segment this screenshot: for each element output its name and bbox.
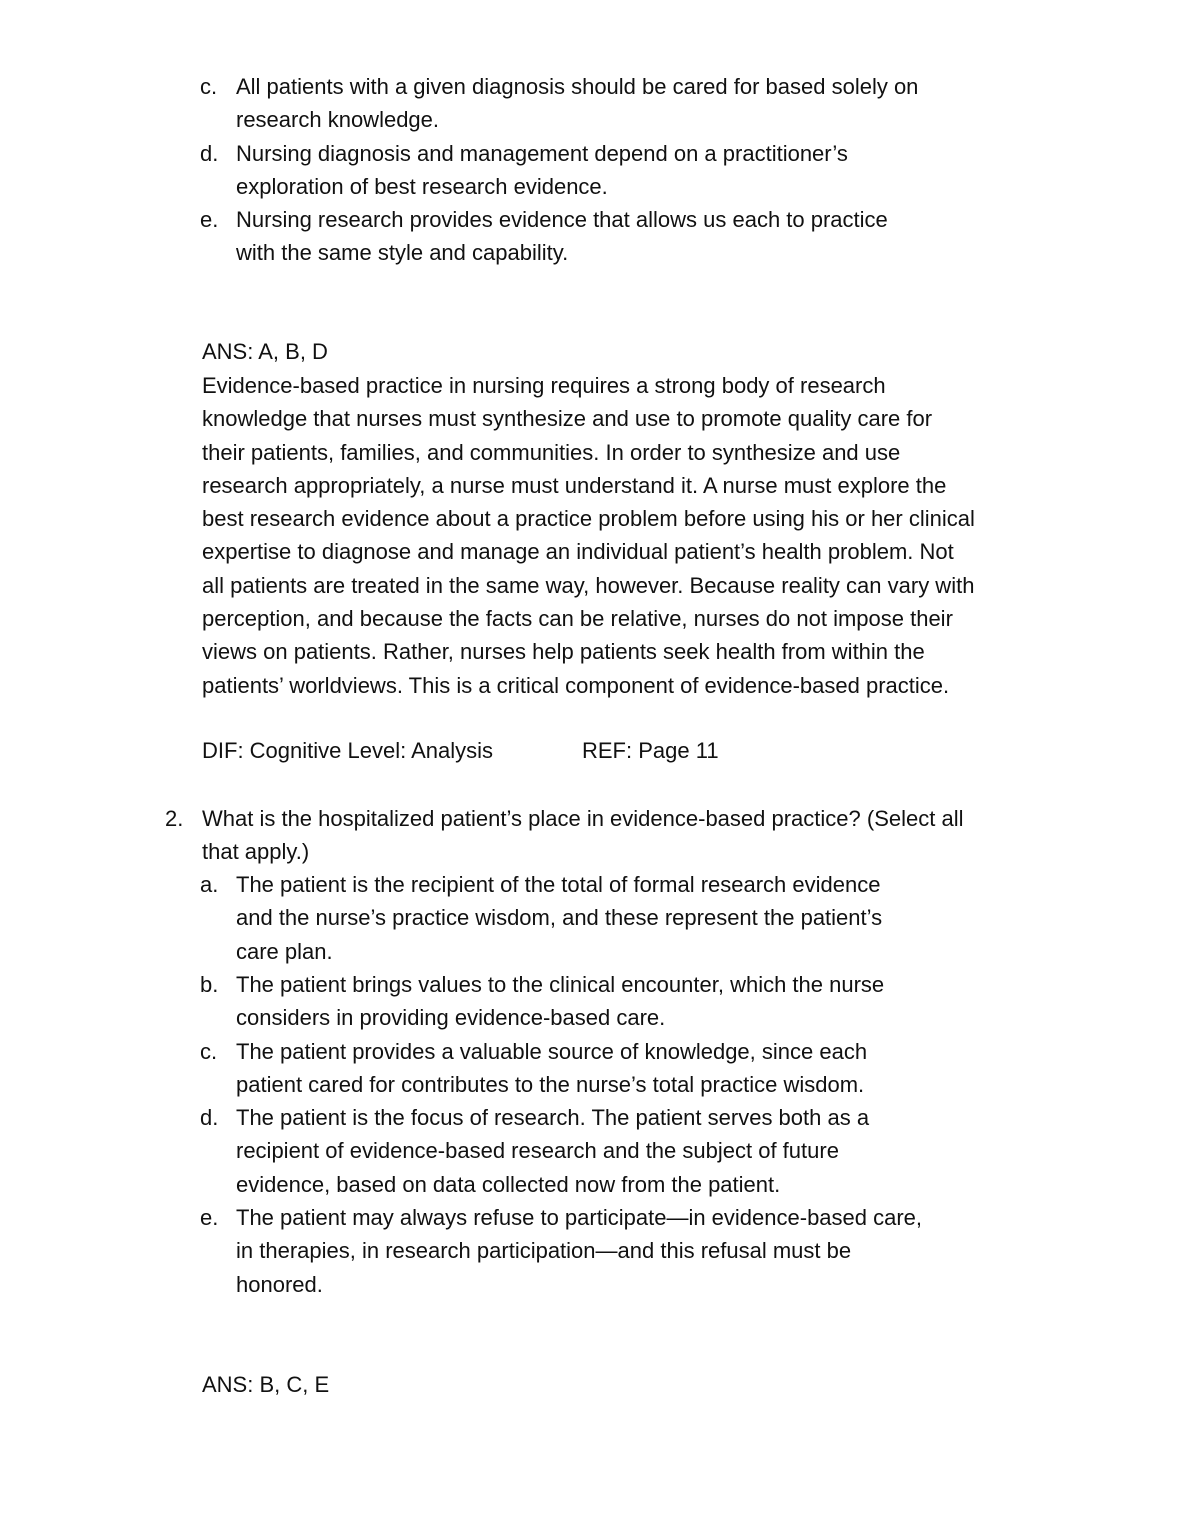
option-label: e. bbox=[200, 207, 219, 233]
q1-difficulty: DIF: Cognitive Level: Analysis bbox=[202, 738, 494, 763]
text-line: Nursing diagnosis and management depend on a practitioner’s bbox=[236, 140, 848, 166]
option-text bbox=[236, 1101, 869, 1201]
text-line: What is the hospitalized patient’s place in evidence-based practice? (Select all bbox=[202, 806, 964, 831]
text-line: care plan. bbox=[236, 938, 333, 964]
text-line: exploration of best research evidence. bbox=[236, 173, 608, 199]
text-line: all patients are treated in the same way, however. Because reality can vary with bbox=[202, 572, 975, 598]
option-text bbox=[236, 70, 918, 137]
text-line: views on patients. Rather, nurses help patients seek health from within the bbox=[202, 639, 925, 665]
text-line: considers in providing evidence-based care. bbox=[236, 1005, 666, 1031]
text-line: recipient of evidence-based research and the subject of future bbox=[236, 1138, 839, 1164]
text-line: best research evidence about a practice problem before using his or her clinical bbox=[202, 506, 975, 532]
text-line: The patient may always refuse to participate—in evidence-based care, bbox=[236, 1205, 923, 1230]
option-text bbox=[236, 868, 882, 968]
text-line: The patient provides a valuable source of knowledge, since each bbox=[236, 1038, 868, 1064]
text-line: All patients with a given diagnosis should be cared for based solely on bbox=[236, 74, 919, 99]
text-line: honored. bbox=[236, 1271, 323, 1297]
option-text bbox=[236, 137, 848, 204]
text-line: research knowledge. bbox=[236, 107, 440, 133]
option-label: c. bbox=[200, 74, 218, 99]
option-label: b. bbox=[200, 971, 219, 997]
text-line: Evidence-based practice in nursing requires a strong body of research bbox=[202, 373, 886, 398]
option-text bbox=[236, 1035, 867, 1102]
q1-answer: ANS: A, B, D bbox=[202, 339, 328, 364]
option-text bbox=[236, 203, 888, 270]
q2-answer: ANS: B, C, E bbox=[202, 1372, 330, 1397]
option-label: c. bbox=[200, 1038, 218, 1064]
text-line: perception, and because the facts can be relative, nurses do not impose their bbox=[202, 606, 953, 632]
q1-reference: REF: Page 11 bbox=[582, 738, 719, 763]
q2-stem bbox=[202, 802, 963, 869]
q1-rationale bbox=[202, 369, 975, 702]
text-line: with the same style and capability. bbox=[236, 240, 569, 266]
text-line: knowledge that nurses must synthesize and use to promote quality care for bbox=[202, 406, 933, 432]
text-line: patient cared for contributes to the nurse’s total practice wisdom. bbox=[236, 1071, 865, 1097]
text-line: The patient brings values to the clinical encounter, which the nurse bbox=[236, 971, 885, 997]
text-line: and the nurse’s practice wisdom, and these represent the patient’s bbox=[236, 905, 883, 931]
text-line: Nursing research provides evidence that allows us each to practice bbox=[236, 207, 888, 233]
option-label: a. bbox=[200, 872, 219, 897]
text-line: evidence, based on data collected now from the patient. bbox=[236, 1171, 781, 1197]
text-line: that apply.) bbox=[202, 839, 310, 865]
text-line: expertise to diagnose and manage an individual patient’s health problem. Not bbox=[202, 539, 954, 565]
text-line: The patient is the recipient of the total of formal research evidence bbox=[236, 872, 881, 897]
option-label: d. bbox=[200, 140, 219, 166]
option-text bbox=[236, 1201, 922, 1301]
text-line: their patients, families, and communities. In order to synthesize and use bbox=[202, 439, 901, 465]
text-line: research appropriately, a nurse must understand it. A nurse must explore the bbox=[202, 472, 947, 498]
text-line: patients’ worldviews. This is a critical component of evidence-based practice. bbox=[202, 672, 950, 698]
text-line: The patient is the focus of research. The patient serves both as a bbox=[236, 1105, 870, 1131]
option-label: d. bbox=[200, 1105, 219, 1131]
option-label: e. bbox=[200, 1205, 219, 1230]
option-text bbox=[236, 968, 884, 1035]
q2-number: 2. bbox=[165, 806, 184, 831]
text-line: in therapies, in research participation—and this refusal must be bbox=[236, 1238, 852, 1264]
